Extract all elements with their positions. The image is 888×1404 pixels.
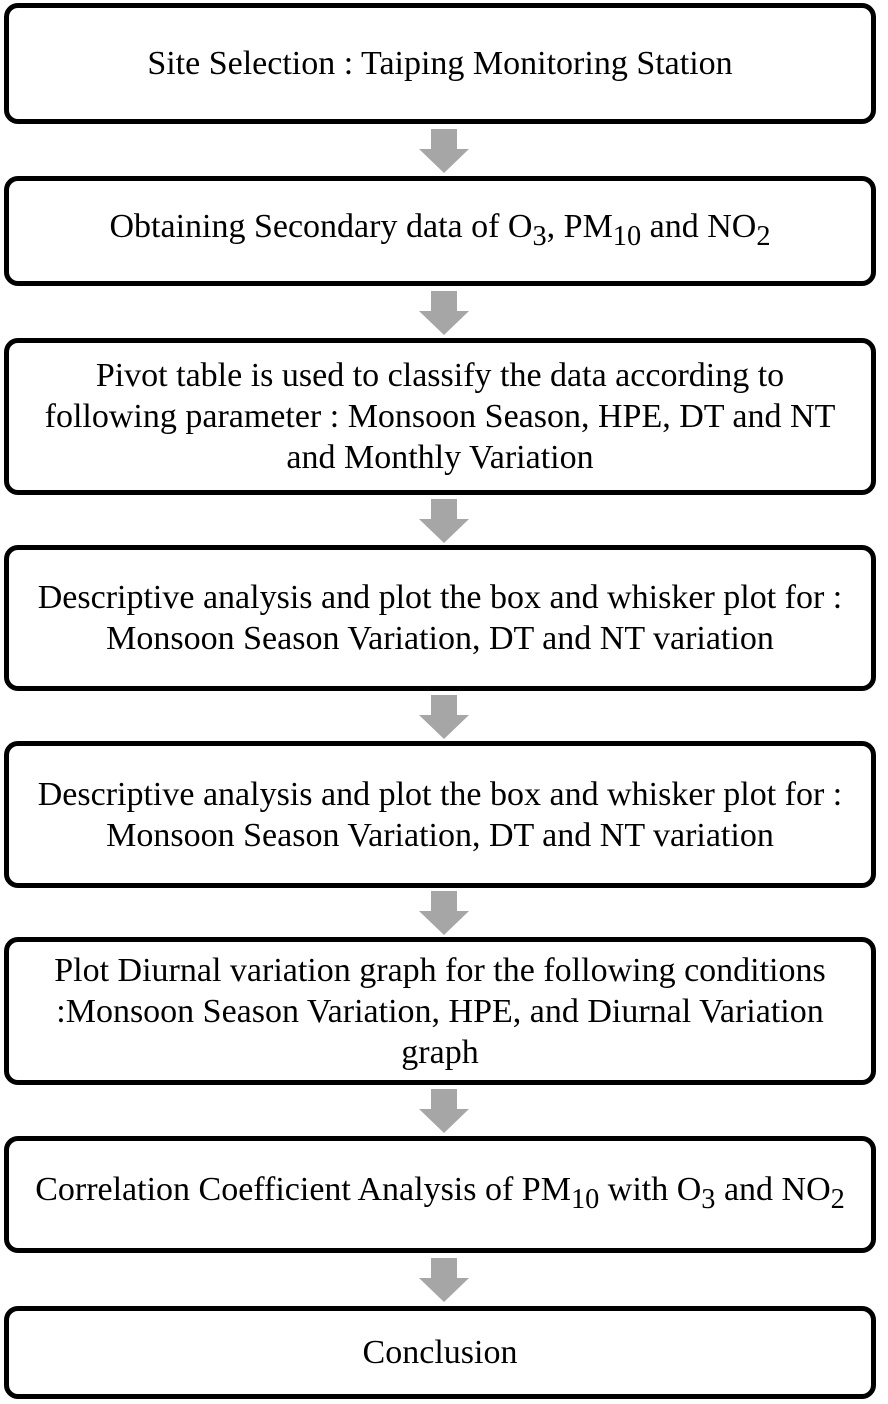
text-run: with O <box>599 1171 702 1209</box>
down-arrow-icon <box>419 291 469 335</box>
step-obtain-secondary-data <box>4 176 876 286</box>
step-label <box>109 206 770 257</box>
subscript: 3 <box>532 220 547 252</box>
subscript: 10 <box>612 220 642 252</box>
down-arrow-icon <box>419 499 469 543</box>
step-label <box>363 1332 518 1373</box>
down-arrow-icon <box>419 129 469 173</box>
step-correlation-analysis <box>4 1136 876 1253</box>
text-run: and NO <box>641 207 757 245</box>
text-run: , PM <box>546 207 613 245</box>
step-pivot-table <box>4 338 876 495</box>
subscript: 2 <box>830 1183 845 1215</box>
down-arrow-icon <box>419 1089 469 1133</box>
step-descriptive-analysis-1 <box>4 545 876 691</box>
step-site-selection <box>4 3 876 124</box>
text-run: Descriptive analysis and plot the box and whisker plot for : Monsoon Season Variation, DT and NT variation <box>37 775 843 854</box>
subscript: 3 <box>701 1183 716 1215</box>
text-run: Site Selection : Taiping Monitoring Station <box>147 45 733 82</box>
step-diurnal-variation <box>4 937 876 1085</box>
step-label <box>147 43 732 84</box>
text-run: and NO <box>715 1171 831 1209</box>
subscript: 2 <box>756 220 771 252</box>
step-label <box>33 950 847 1073</box>
step-descriptive-analysis-2 <box>4 741 876 888</box>
down-arrow-icon <box>419 1258 469 1302</box>
text-run: Plot Diurnal variation graph for the following conditions :Monsoon Season Variation, HPE, and Diurnal Variation graph <box>54 951 826 1071</box>
step-conclusion <box>4 1306 876 1399</box>
step-label <box>33 355 847 478</box>
step-label <box>33 577 847 659</box>
down-arrow-icon <box>419 891 469 935</box>
text-run: Correlation Coefficient Analysis of PM <box>35 1171 571 1209</box>
text-run: Obtaining Secondary data of O <box>109 207 533 245</box>
down-arrow-icon <box>419 695 469 739</box>
subscript: 10 <box>570 1183 600 1215</box>
step-label <box>35 1169 845 1220</box>
text-run: Descriptive analysis and plot the box and whisker plot for : Monsoon Season Variation, DT and NT variation <box>37 579 843 657</box>
text-run: Pivot table is used to classify the data according to following parameter : Monsoon Season, HPE, DT and NT and Monthly Variation <box>44 357 836 476</box>
step-label <box>33 774 847 856</box>
text-run: Conclusion <box>362 1334 518 1371</box>
